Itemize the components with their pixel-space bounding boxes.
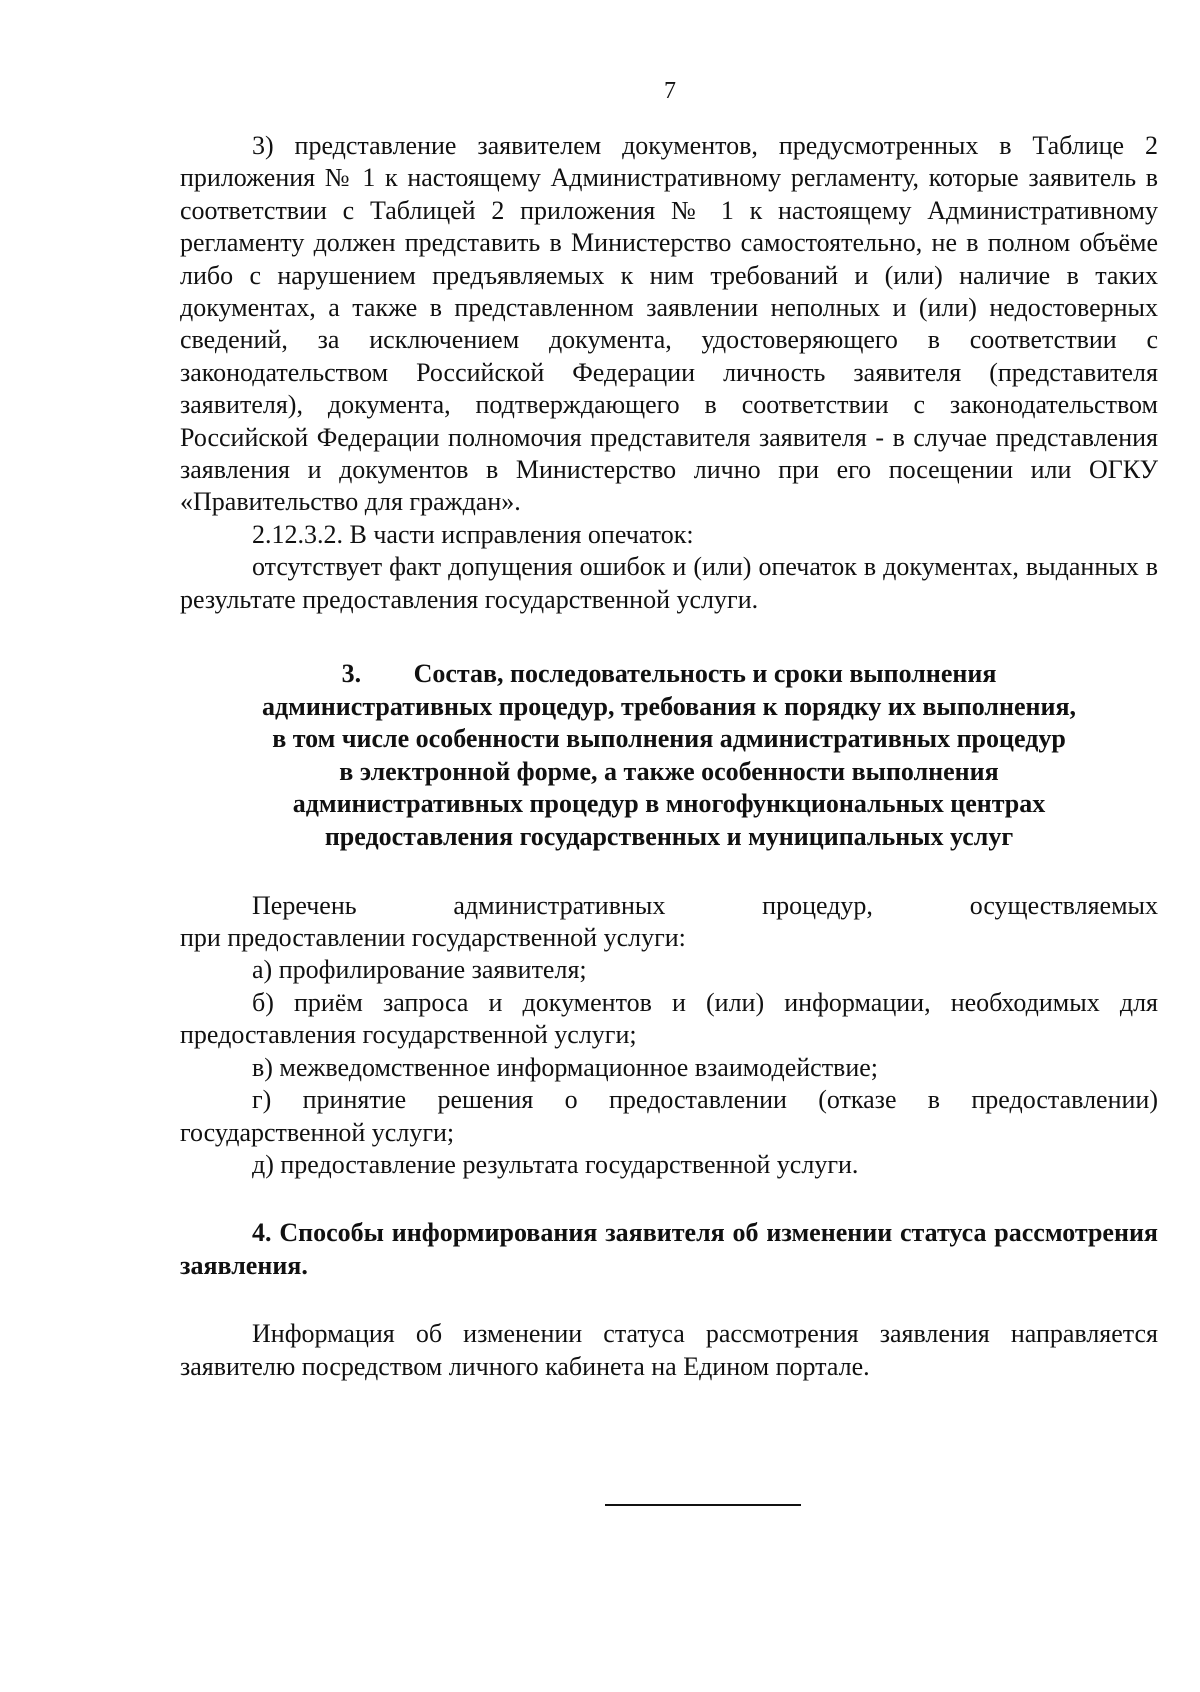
paragraph-typo-absence: отсутствует факт допущения ошибок и (или) опечаток в документах, выданных в результате предоставления государственной услуги. xyxy=(180,552,1158,614)
section-3-title-line-4: в электронной форме, а также особенности выполнения xyxy=(339,756,999,786)
section-3-title-line-6: предоставления государственных и муниципальных услуг xyxy=(324,822,1014,852)
page-number: 7 xyxy=(664,78,676,104)
end-of-document-rule xyxy=(605,1504,801,1506)
procedure-item-v: в) межведомственное информационное взаимодействие; xyxy=(252,1052,879,1082)
section-3-title-line-3: в том числе особенности выполнения административных процедур xyxy=(272,724,1066,754)
paragraph-item-3: 3) представление заявителем документов, предусмотренных в Таблице 2 приложения № 1 к настоящему Административному регламенту, которые заявитель в соответствии с Таблицей 2 приложения № 1 к настоящему Административному регламенту должен представить в Министерство самостоятельно, не в полном объёме либо с нарушением предъявляемых к ним требований и (или) наличие в таких документах, а также в представленном заявлении неполных и (или) недостоверных сведений, за исключением документа, удостоверяющего в соответствии с законодательством Российской Федерации личность заявителя (представителя заявителя), документа, подтверждающего в соответствии с законодательством Российской Федерации полномочия представителя заявителя - в случае представления заявления и документов в Министерство лично при его посещении или ОГКУ «Правительство для граждан». xyxy=(180,131,1158,517)
document-body xyxy=(180,130,1158,1383)
section-3-intro-continued: при предоставлении государственной услуги: xyxy=(180,923,686,953)
section-3-title-line-1: Состав, последовательность и сроки выполнения xyxy=(413,659,997,689)
section-4-text: Информация об изменении статуса рассмотрения заявления направляется заявителю посредством личного кабинета на Едином портале. xyxy=(180,1319,1158,1381)
section-3-intro: Перечень административных процедур, осуществляемых xyxy=(252,890,1158,920)
section-3-title-line-5: административных процедур в многофункциональных центрах xyxy=(292,789,1046,819)
section-3-number: 3. xyxy=(341,659,362,689)
section-3-title-line-2: административных процедур, требования к порядку их выполнения, xyxy=(261,691,1077,721)
procedure-item-b: б) приём запроса и документов и (или) информации, необходимых для предоставления государственной услуги; xyxy=(180,987,1158,1050)
paragraph-2-12-3-2: 2.12.3.2. В части исправления опечаток: xyxy=(252,519,694,549)
procedure-item-a: а) профилирование заявителя; xyxy=(252,955,587,985)
procedure-item-g: г) принятие решения о предоставлении (отказе в предоставлении) государственной услуги; xyxy=(180,1085,1158,1147)
procedure-item-d: д) предоставление результата государственной услуги. xyxy=(252,1149,859,1179)
section-3-heading xyxy=(180,652,1158,854)
section-4-heading: 4. Способы информирования заявителя об изменении статуса рассмотрения заявления. xyxy=(180,1218,1158,1280)
